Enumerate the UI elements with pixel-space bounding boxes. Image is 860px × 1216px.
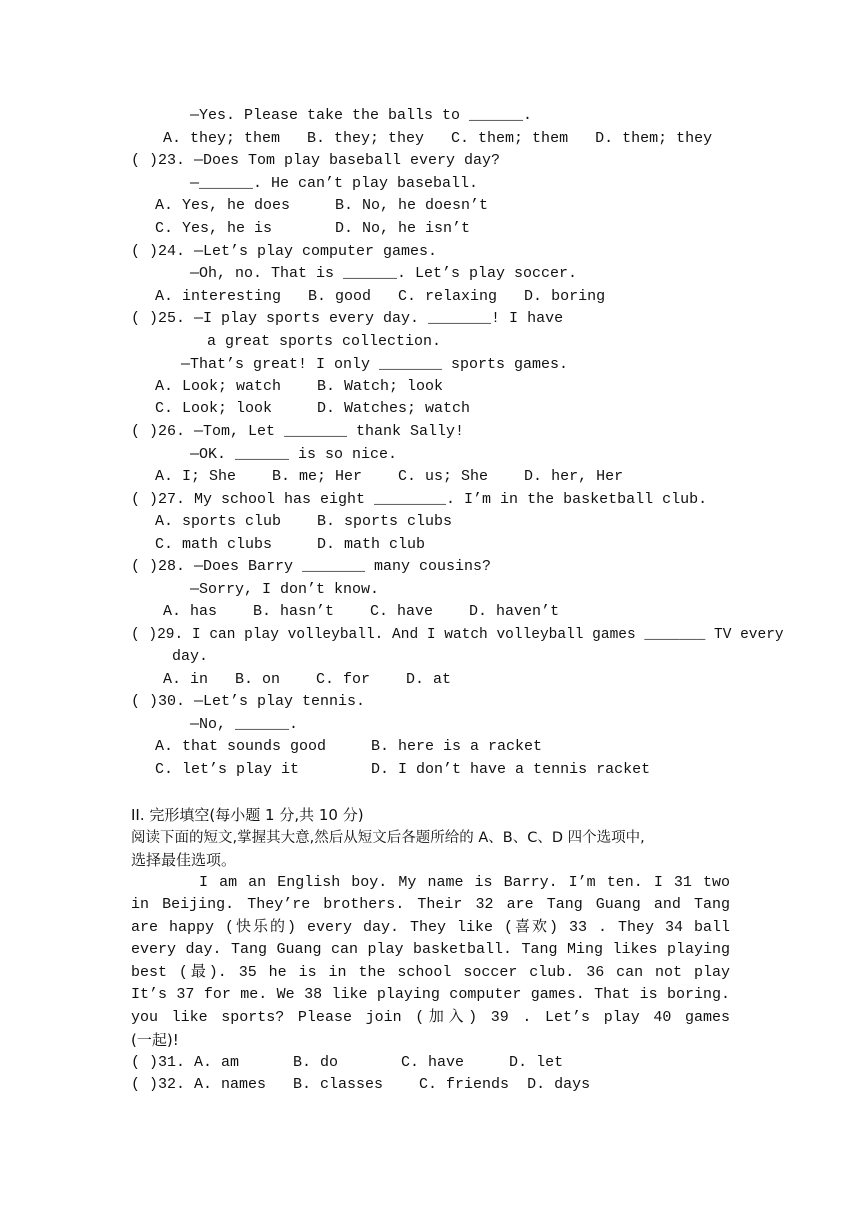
q25-options-ab: A. Look; watch B. Watch; look <box>155 378 444 395</box>
q24-answer-line: —Oh, no. That is ______. Let’s play soccer. <box>190 265 578 282</box>
q32-options: ( )32. A. names B. classes C. friends D. days <box>131 1076 591 1093</box>
passage-line: best (最). 35 he is in the school soccer club. 36 can not play <box>131 964 730 981</box>
q24-question: ( )24. —Let’s play computer games. <box>131 243 438 260</box>
q25-options-cd: C. Look; look D. Watches; watch <box>155 400 471 417</box>
q29-question: ( )29. I can play volleyball. And I watch volleyball games _______ TV every <box>131 627 784 643</box>
q28-answer-line: —Sorry, I don’t know. <box>190 581 380 598</box>
q25-answer-line: —That’s great! I only _______ sports games. <box>181 356 569 373</box>
passage-last-line: (一起)! <box>131 1031 179 1049</box>
q24-options: A. interesting B. good C. relaxing D. boring <box>155 288 606 305</box>
q25-question: ( )25. —I play sports every day. _______! I have <box>131 310 564 327</box>
q29-question-cont: day. <box>172 648 209 665</box>
q28-question: ( )28. —Does Barry _______ many cousins? <box>131 558 492 575</box>
section-instruction: 阅读下面的短文,掌握其大意,然后从短文后各题所给的 A、B、C、D 四个选项中, <box>131 830 645 846</box>
q25-question-cont: a great sports collection. <box>207 333 442 350</box>
section-instruction-cont: 选择最佳选项。 <box>131 851 237 869</box>
passage-line: are happy (快乐的) every day. They like (喜欢) 33 . They 34 ball <box>131 919 730 936</box>
q26-question: ( )26. —Tom, Let _______ thank Sally! <box>131 423 465 440</box>
q22-answer-line: —Yes. Please take the balls to ______. <box>190 107 533 124</box>
passage-line: It’s 37 for me. We 38 like playing computer games. That is boring. <box>131 986 730 1003</box>
q30-options-cd: C. let’s play it D. I don’t have a tennis racket <box>155 761 651 778</box>
q23-options-cd: C. Yes, he is D. No, he isn’t <box>155 220 471 237</box>
q29-options: A. in B. on C. for D. at <box>163 671 452 688</box>
section-heading: II. 完形填空(每小题 1 分,共 10 分) <box>131 806 364 824</box>
passage-line: every day. Tang Guang can play basketball. Tang Ming likes playing <box>131 941 730 958</box>
q23-answer-line: —______. He can’t play baseball. <box>190 175 479 192</box>
q27-question: ( )27. My school has eight ________. I’m in the basketball club. <box>131 491 708 508</box>
q23-question: ( )23. —Does Tom play baseball every day? <box>131 152 501 169</box>
q27-options-ab: A. sports club B. sports clubs <box>155 513 453 530</box>
passage-line: in Beijing. They’re brothers. Their 32 are Tang Guang and Tang <box>131 896 730 913</box>
q31-options: ( )31. A. am B. do C. have D. let <box>131 1054 564 1071</box>
q26-options: A. I; She B. me; Her C. us; She D. her, Her <box>155 468 624 485</box>
q28-options: A. has B. hasn’t C. have D. haven’t <box>163 603 560 620</box>
passage-line: I am an English boy. My name is Barry. I’m ten. I 31 two <box>199 874 730 891</box>
passage-line: you like sports? Please join (加入) 39 . Let’s play 40 games <box>131 1009 730 1026</box>
q23-options-ab: A. Yes, he does B. No, he doesn’t <box>155 197 489 214</box>
q30-question: ( )30. —Let’s play tennis. <box>131 693 366 710</box>
q30-answer-line: —No, ______. <box>190 716 299 733</box>
q26-answer-line: —OK. ______ is so nice. <box>190 446 398 463</box>
q27-options-cd: C. math clubs D. math club <box>155 536 426 553</box>
q22-options: A. they; them B. they; they C. them; them D. them; they <box>163 130 713 147</box>
q30-options-ab: A. that sounds good B. here is a racket <box>155 738 543 755</box>
